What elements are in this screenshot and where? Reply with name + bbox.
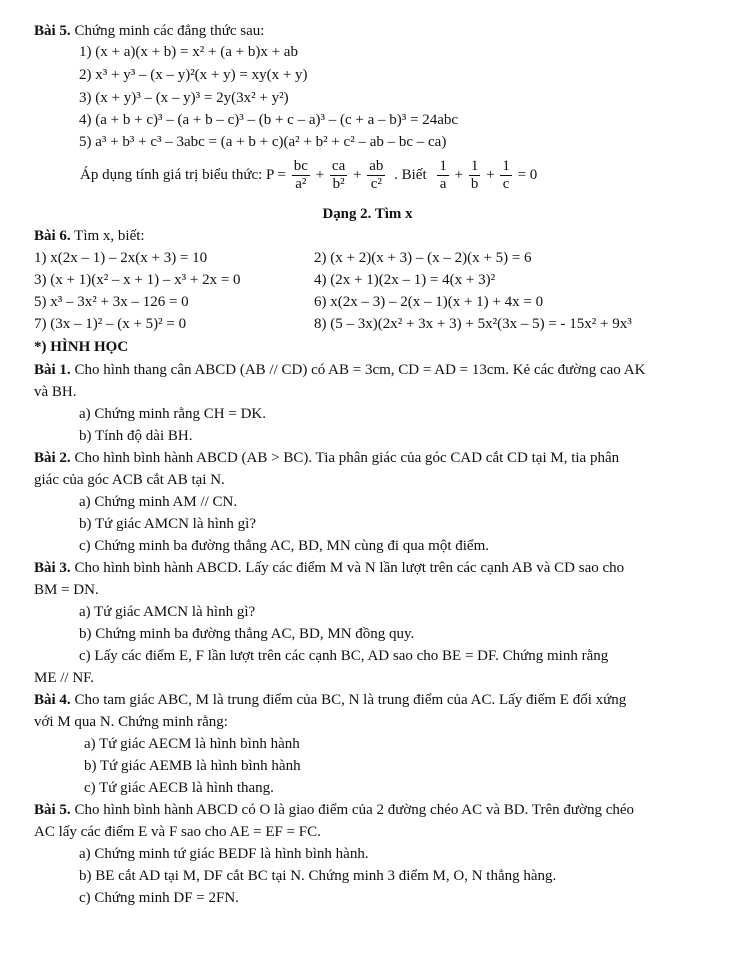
bai6-intro: Tìm x, biết: <box>74 228 145 244</box>
g5-part-c: c) Chứng minh DF = 2FN. <box>79 890 239 906</box>
g2-text-cont: giác của góc ACB cắt AB tại N. <box>34 472 225 488</box>
g5-part-a: a) Chứng minh tứ giác BEDF là hình bình hành. <box>79 846 369 862</box>
fraction-1-b <box>469 158 481 193</box>
g4-statement <box>34 691 626 709</box>
bai5-alg-item: 3) (x + y)³ – (x – y)³ = 2y(3x² + y²) <box>79 90 289 106</box>
g3-part-b: b) Chứng minh ba đường thẳng AC, BD, MN đồng quy. <box>79 626 415 642</box>
bai6-equation: 3) (x + 1)(x² – x + 1) – x³ + 2x = 0 <box>34 272 241 288</box>
fraction-numerator: 1 <box>502 158 510 174</box>
fraction-ca-b2 <box>330 158 347 193</box>
bai6-heading <box>34 227 145 245</box>
biet-text: . Biết <box>394 167 427 183</box>
g1-label: Bài 1. <box>34 362 71 378</box>
bai6-equation: 6) x(2x – 3) – 2(x – 1)(x + 1) + 4x = 0 <box>314 294 544 310</box>
g3-text: Cho hình bình hành ABCD. Lấy các điểm M và N lần lượt trên các cạnh AB và CD sao cho <box>74 560 625 576</box>
plus-sign: + <box>352 167 362 183</box>
g1-part-a: a) Chứng minh rằng CH = DK. <box>79 406 266 422</box>
bai5-alg-item: 5) a³ + b³ + c³ – 3abc = (a + b + c)(a² + b² + c² – ab – bc – ca) <box>79 134 447 150</box>
apply-expression-line <box>79 158 538 193</box>
fraction-numerator: ca <box>331 158 346 174</box>
g5-text-cont: AC lấy các điểm E và F sao cho AE = EF = FC. <box>34 824 321 840</box>
bai5-alg-item: 2) x³ + y³ – (x – y)²(x + y) = xy(x + y) <box>79 67 308 83</box>
plus-sign: + <box>454 167 464 183</box>
g2-statement <box>34 449 619 467</box>
g4-part-a: a) Tứ giác AECM là hình bình hành <box>84 736 300 752</box>
section-heading-hinh-hoc: *) HÌNH HỌC <box>34 339 129 355</box>
g2-label: Bài 2. <box>34 450 71 466</box>
g5-label: Bài 5. <box>34 802 71 818</box>
g3-part-c: c) Lấy các điểm E, F lần lượt trên các cạnh BC, AD sao cho BE = DF. Chứng minh rằng <box>79 648 609 664</box>
fraction-numerator: ab <box>369 158 384 174</box>
g4-text-cont: với M qua N. Chứng minh rằng: <box>34 714 228 730</box>
bai6-equation: 1) x(2x – 1) – 2x(x + 3) = 10 <box>34 250 208 266</box>
g4-label: Bài 4. <box>34 692 71 708</box>
fraction-denominator: c <box>502 176 510 192</box>
bai6-equation: 7) (3x – 1)² – (x + 5)² = 0 <box>34 316 187 332</box>
fraction-denominator: c² <box>370 176 382 192</box>
apply-text: Áp dụng tính giá trị biểu thức: P = <box>80 167 287 183</box>
g3-statement <box>34 559 624 577</box>
g3-part-c-cont: ME // NF. <box>34 670 95 686</box>
fraction-ab-c2 <box>367 158 385 193</box>
g1-text-cont: và BH. <box>34 384 77 400</box>
g3-text-cont: BM = DN. <box>34 582 99 598</box>
bai5-alg-intro: Chứng minh các đẳng thức sau: <box>74 23 265 39</box>
equals-zero: = 0 <box>517 167 538 183</box>
fraction-numerator: 1 <box>470 158 479 174</box>
g4-part-b: b) Tứ giác AEMB là hình bình hành <box>84 758 301 774</box>
fraction-1-c <box>500 158 512 193</box>
bai6-label: Bài 6. <box>34 228 71 244</box>
section-heading-dang2: Dạng 2. Tìm x <box>322 206 413 222</box>
g1-part-b: b) Tính độ dài BH. <box>79 428 193 444</box>
g1-text: Cho hình thang cân ABCD (AB // CD) có AB = 3cm, CD = AD = 13cm. Kẻ các đường cao AK <box>74 362 646 378</box>
g3-part-a: a) Tứ giác AMCN là hình gì? <box>79 604 256 620</box>
fraction-1-a <box>437 158 449 193</box>
g3-label: Bài 3. <box>34 560 71 576</box>
g2-part-c: c) Chứng minh ba đường thẳng AC, BD, MN cùng đi qua một điểm. <box>79 538 489 554</box>
g2-part-a: a) Chứng minh AM // CN. <box>79 494 238 510</box>
g5-part-b: b) BE cắt AD tại M, DF cắt BC tại N. Chứng minh 3 điểm M, O, N thẳng hàng. <box>79 868 557 884</box>
g4-part-c: c) Tứ giác AECB là hình thang. <box>84 780 274 796</box>
bai6-equation: 2) (x + 2)(x + 3) – (x – 2)(x + 5) = 6 <box>314 250 532 266</box>
g5-text: Cho hình bình hành ABCD có O là giao điểm của 2 đường chéo AC và BD. Trên đường chéo <box>74 802 635 818</box>
bai5-alg-item: 1) (x + a)(x + b) = x² + (a + b)x + ab <box>79 44 298 60</box>
bai5-alg-heading <box>34 22 264 40</box>
g2-text: Cho hình bình hành ABCD (AB > BC). Tia phân giác của góc CAD cắt CD tại M, tia phân <box>74 450 620 466</box>
bai5-alg-item: 4) (a + b + c)³ – (a + b – c)³ – (b + c – a)³ – (c + a – b)³ = 24abc <box>79 112 459 128</box>
g5-statement <box>34 801 634 819</box>
bai6-equation: 5) x³ – 3x² + 3x – 126 = 0 <box>34 294 189 310</box>
plus-sign: + <box>486 167 495 183</box>
g1-statement <box>34 361 645 379</box>
fraction-numerator: 1 <box>439 158 447 174</box>
bai6-equation: 4) (2x + 1)(2x – 1) = 4(x + 3)² <box>314 272 496 288</box>
g4-text: Cho tam giác ABC, M là trung điểm của BC, N là trung điểm của AC. Lấy điểm E đối xứng <box>74 692 627 708</box>
fraction-denominator: a <box>439 176 447 192</box>
plus-sign: + <box>315 167 325 183</box>
g2-part-b: b) Tứ giác AMCN là hình gì? <box>79 516 256 532</box>
fraction-numerator: bc <box>293 158 308 174</box>
bai6-equation: 8) (5 – 3x)(2x² + 3x + 3) + 5x²(3x – 5) = - 15x² + 9x³ <box>314 316 632 332</box>
bai5-alg-label: Bài 5. <box>34 23 71 39</box>
fraction-denominator: a² <box>295 176 307 192</box>
fraction-denominator: b² <box>332 176 345 192</box>
fraction-bc-a2 <box>292 158 310 193</box>
fraction-denominator: b <box>470 176 479 192</box>
